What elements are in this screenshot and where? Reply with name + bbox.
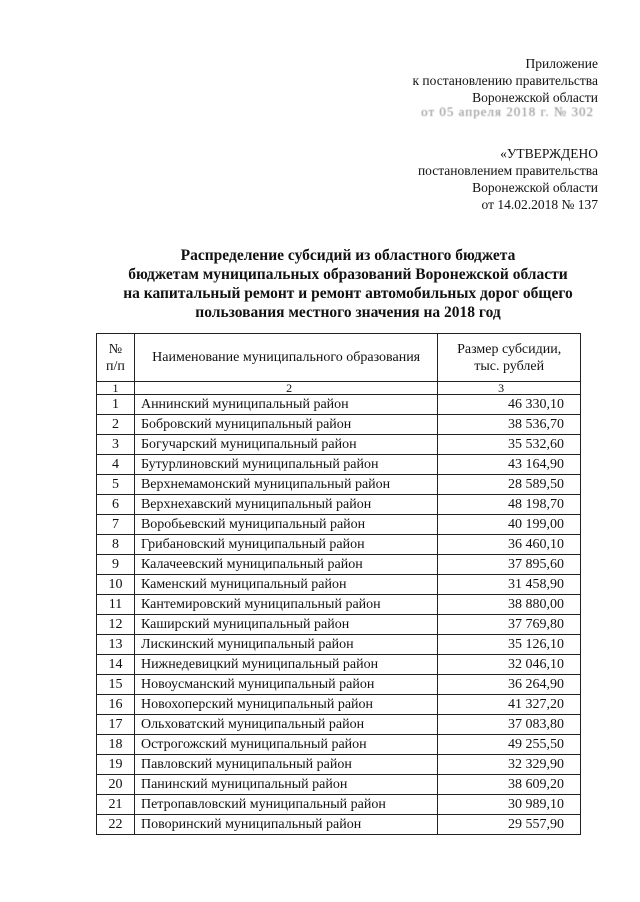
row-municipality: Калачеевский муниципальный район — [134, 555, 437, 575]
row-number: 20 — [97, 775, 135, 795]
row-number: 17 — [97, 715, 135, 735]
row-number: 4 — [97, 455, 135, 475]
table-row — [97, 675, 581, 695]
row-number: 19 — [97, 755, 135, 775]
table-row — [97, 435, 581, 455]
table-row — [97, 455, 581, 475]
row-amount: 37 083,80 — [438, 715, 581, 735]
header-name: Наименование муниципального образования — [134, 334, 437, 382]
row-amount: 32 329,90 — [438, 755, 581, 775]
row-municipality: Бобровский муниципальный район — [134, 415, 437, 435]
row-number: 15 — [97, 675, 135, 695]
appendix-line: Воронежской области — [472, 90, 598, 105]
row-number: 6 — [97, 495, 135, 515]
approved-line: Воронежской области — [472, 180, 598, 195]
table-row — [97, 775, 581, 795]
row-amount: 49 255,50 — [438, 735, 581, 755]
row-number: 8 — [97, 535, 135, 555]
header-amount-label: Размер субсидии, — [457, 341, 562, 357]
row-municipality: Бутурлиновский муниципальный район — [134, 455, 437, 475]
table-header-row — [97, 334, 581, 382]
row-municipality: Каменский муниципальный район — [134, 575, 437, 595]
row-municipality: Верхнехавский муниципальный район — [134, 495, 437, 515]
table-row — [97, 395, 581, 415]
row-amount: 36 460,10 — [438, 535, 581, 555]
row-amount: 35 532,60 — [438, 435, 581, 455]
table-row — [97, 535, 581, 555]
column-index: 2 — [134, 382, 437, 395]
row-municipality: Павловский муниципальный район — [134, 755, 437, 775]
table-row — [97, 815, 581, 835]
row-municipality: Грибановский муниципальный район — [134, 535, 437, 555]
header-num — [97, 334, 135, 382]
table-row — [97, 735, 581, 755]
table-row — [97, 595, 581, 615]
approved-title: «УТВЕРЖДЕНО — [500, 146, 598, 161]
table-row — [97, 635, 581, 655]
table-row — [97, 555, 581, 575]
row-municipality: Панинский муниципальный район — [134, 775, 437, 795]
row-municipality: Острогожский муниципальный район — [134, 735, 437, 755]
row-municipality: Поворинский муниципальный район — [134, 815, 437, 835]
row-municipality: Кантемировский муниципальный район — [134, 595, 437, 615]
title-line: на капитальный ремонт и ремонт автомобильных дорог общего — [123, 285, 573, 302]
row-amount: 43 164,90 — [438, 455, 581, 475]
document-title — [70, 246, 626, 322]
row-municipality: Верхнемамонский муниципальный район — [134, 475, 437, 495]
table-row — [97, 715, 581, 735]
row-number: 11 — [97, 595, 135, 615]
row-number: 1 — [97, 395, 135, 415]
table-row — [97, 655, 581, 675]
row-amount: 36 264,90 — [438, 675, 581, 695]
table-row — [97, 575, 581, 595]
row-municipality: Каширский муниципальный район — [134, 615, 437, 635]
appendix-block — [412, 55, 598, 106]
table-row — [97, 695, 581, 715]
table-row — [97, 415, 581, 435]
row-amount: 37 895,60 — [438, 555, 581, 575]
row-municipality: Лискинский муниципальный район — [134, 635, 437, 655]
row-municipality: Воробьевский муниципальный район — [134, 515, 437, 535]
row-amount: 29 557,90 — [438, 815, 581, 835]
title-line: Распределение субсидий из областного бюджета — [180, 247, 516, 264]
row-amount: 35 126,10 — [438, 635, 581, 655]
header-num-label: п/п — [106, 358, 125, 374]
table-row — [97, 515, 581, 535]
table-row — [97, 495, 581, 515]
row-number: 13 — [97, 635, 135, 655]
row-amount: 38 609,20 — [438, 775, 581, 795]
header-num-symbol: № — [108, 341, 123, 357]
row-number: 18 — [97, 735, 135, 755]
row-amount: 46 330,10 — [438, 395, 581, 415]
row-number: 12 — [97, 615, 135, 635]
row-amount: 38 880,00 — [438, 595, 581, 615]
row-municipality: Новоусманский муниципальный район — [134, 675, 437, 695]
row-amount: 40 199,00 — [438, 515, 581, 535]
subsidy-table — [96, 333, 581, 835]
column-index: 3 — [438, 382, 581, 395]
title-line: бюджетам муниципальных образований Воронежской области — [128, 266, 568, 283]
row-municipality: Новохоперский муниципальный район — [134, 695, 437, 715]
approved-line: постановлением правительства — [417, 163, 598, 178]
header-amount — [438, 334, 581, 382]
row-municipality: Нижнедевицкий муниципальный район — [134, 655, 437, 675]
table-row — [97, 795, 581, 815]
header-amount-unit: тыс. рублей — [474, 358, 545, 374]
approved-block — [418, 145, 598, 213]
row-amount: 31 458,90 — [438, 575, 581, 595]
row-amount: 32 046,10 — [438, 655, 581, 675]
row-amount: 48 198,70 — [438, 495, 581, 515]
row-municipality: Богучарский муниципальный район — [134, 435, 437, 455]
row-number: 10 — [97, 575, 135, 595]
appendix-line: к постановлению правительства — [412, 73, 598, 88]
column-index-row — [97, 382, 581, 395]
row-number: 16 — [97, 695, 135, 715]
row-municipality: Аннинский муниципальный район — [134, 395, 437, 415]
table-row — [97, 615, 581, 635]
row-amount: 41 327,20 — [438, 695, 581, 715]
row-number: 9 — [97, 555, 135, 575]
row-number: 14 — [97, 655, 135, 675]
column-index: 1 — [97, 382, 135, 395]
table-row — [97, 755, 581, 775]
table-row — [97, 475, 581, 495]
row-number: 22 — [97, 815, 135, 835]
row-amount: 37 769,80 — [438, 615, 581, 635]
registration-stamp: от 05 апреля 2018 г. № 302 — [421, 104, 594, 119]
row-number: 5 — [97, 475, 135, 495]
row-amount: 30 989,10 — [438, 795, 581, 815]
row-municipality: Петропавловский муниципальный район — [134, 795, 437, 815]
approved-date: от 14.02.2018 № 137 — [481, 197, 598, 212]
row-amount: 38 536,70 — [438, 415, 581, 435]
row-number: 21 — [97, 795, 135, 815]
row-number: 3 — [97, 435, 135, 455]
row-amount: 28 589,50 — [438, 475, 581, 495]
title-line: пользования местного значения на 2018 год — [195, 304, 501, 321]
row-number: 2 — [97, 415, 135, 435]
row-number: 7 — [97, 515, 135, 535]
appendix-title: Приложение — [525, 56, 598, 71]
row-municipality: Ольховатский муниципальный район — [134, 715, 437, 735]
